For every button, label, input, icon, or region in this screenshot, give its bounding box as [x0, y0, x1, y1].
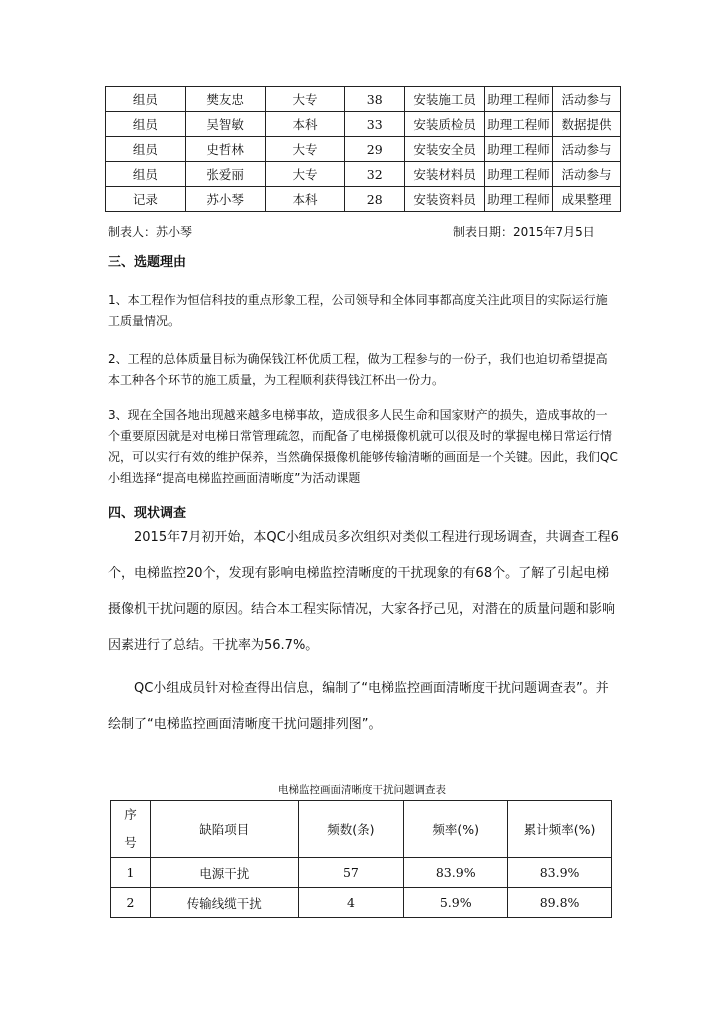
team-cell-edu: 本科 — [265, 187, 345, 212]
team-cell-name: 吴智敏 — [185, 112, 265, 137]
table-maker: 制表人：苏小琴 — [108, 225, 193, 239]
defect-cell-item: 传输线缆干扰 — [150, 888, 298, 918]
team-cell-name: 苏小琴 — [185, 187, 265, 212]
team-row — [106, 187, 621, 212]
team-row — [106, 162, 621, 187]
team-cell-name: 张爱丽 — [185, 162, 265, 187]
team-cell-title: 助理工程师 — [485, 87, 553, 112]
header-item: 缺陷项目 — [150, 801, 298, 858]
team-row — [106, 112, 621, 137]
team-cell-age: 32 — [345, 162, 405, 187]
table-date: 制表日期：2015年7月5日 — [453, 225, 595, 239]
team-cell-edu: 本科 — [265, 112, 345, 137]
team-cell-title: 助理工程师 — [485, 187, 553, 212]
team-cell-role: 组员 — [106, 162, 186, 187]
survey-paragraph-2: QC小组成员针对检查得出信息，编制了“电梯监控画面清晰度干扰问题调查表”。并绘制了“电梯监控画面清晰度干扰问题排列图”。 — [108, 681, 609, 732]
header-cum: 累计频率(%) — [508, 801, 612, 858]
team-row — [106, 87, 621, 112]
team-cell-duty: 成果整理 — [553, 187, 621, 212]
team-cell-age: 33 — [345, 112, 405, 137]
defect-cell-freq: 83.9% — [404, 858, 508, 888]
team-cell-duty: 活动参与 — [553, 87, 621, 112]
team-cell-role: 组员 — [106, 112, 186, 137]
team-cell-age: 29 — [345, 137, 405, 162]
header-freq: 频率(%) — [404, 801, 508, 858]
defect-cell-count: 4 — [298, 888, 404, 918]
section-heading-reasons: 三、选题理由 — [108, 255, 187, 270]
team-cell-position: 安装质检员 — [405, 112, 485, 137]
team-cell-duty: 活动参与 — [553, 137, 621, 162]
team-cell-edu: 大专 — [265, 87, 345, 112]
defect-cell-seq: 2 — [111, 888, 151, 918]
defect-cell-seq: 1 — [111, 858, 151, 888]
team-cell-position: 安装材料员 — [405, 162, 485, 187]
header-seq: 序 号 — [111, 801, 151, 858]
defect-cell-cum: 89.8% — [508, 888, 612, 918]
team-row — [106, 137, 621, 162]
team-cell-position: 安装资料员 — [405, 187, 485, 212]
section-heading-survey: 四、现状调查 — [108, 506, 187, 521]
team-cell-name: 樊友忠 — [185, 87, 265, 112]
team-cell-title: 助理工程师 — [485, 162, 553, 187]
defect-cell-cum: 83.9% — [508, 858, 612, 888]
header-count: 频数(条) — [298, 801, 404, 858]
team-cell-duty: 活动参与 — [553, 162, 621, 187]
team-cell-duty: 数据提供 — [553, 112, 621, 137]
team-cell-edu: 大专 — [265, 137, 345, 162]
team-cell-age: 28 — [345, 187, 405, 212]
defect-table-caption: 电梯监控画面清晰度干扰问题调查表 — [278, 784, 446, 796]
defect-cell-item: 电源干扰 — [150, 858, 298, 888]
team-cell-role: 记录 — [106, 187, 186, 212]
defect-row — [111, 858, 612, 888]
team-cell-position: 安装安全员 — [405, 137, 485, 162]
team-cell-role: 组员 — [106, 87, 186, 112]
reason-paragraph-2: 2、工程的总体质量目标为确保钱江杯优质工程，做为工程参与的一份子，我们也迫切希望提高本工种各个环节的施工质量，为工程顺利获得钱江杯出一份力。 — [108, 352, 608, 387]
defect-cell-freq: 5.9% — [404, 888, 508, 918]
team-cell-position: 安装施工员 — [405, 87, 485, 112]
reason-paragraph-3: 3、现在全国各地出现越来越多电梯事故，造成很多人民生命和国家财产的损失，造成事故的一个重要原因就是对电梯日常管理疏忽，而配备了电梯摄像机就可以很及时的掌握电梯日常运行情况，可以实行有效的维护保养，当然确保摄像机能够传输清晰的画面是一个关键。因此，我们QC小组选择“提高电梯监控画面清晰度”为活动课题 — [108, 408, 618, 485]
team-cell-edu: 大专 — [265, 162, 345, 187]
team-cell-title: 助理工程师 — [485, 137, 553, 162]
defect-survey-table — [110, 800, 612, 918]
team-members-table — [105, 86, 621, 212]
reason-paragraph-1: 1、本工程作为恒信科技的重点形象工程，公司领导和全体同事都高度关注此项目的实际运行施工质量情况。 — [108, 293, 608, 328]
team-cell-age: 38 — [345, 87, 405, 112]
defect-row — [111, 888, 612, 918]
team-cell-role: 组员 — [106, 137, 186, 162]
team-cell-name: 史哲林 — [185, 137, 265, 162]
defect-table-header-row — [111, 801, 612, 858]
survey-paragraph-1: 2015年7月初开始，本QC小组成员多次组织对类似工程进行现场调查，共调查工程6个，电梯监控20个，发现有影响电梯监控清晰度的干扰现象的有68个。了解了引起电梯摄像机干扰问题的原因。结合本工程实际情况，大家各抒己见，对潜在的质量问题和影响因素进行了总结。干扰率为56.7%。 — [108, 530, 619, 653]
team-cell-title: 助理工程师 — [485, 112, 553, 137]
defect-cell-count: 57 — [298, 858, 404, 888]
